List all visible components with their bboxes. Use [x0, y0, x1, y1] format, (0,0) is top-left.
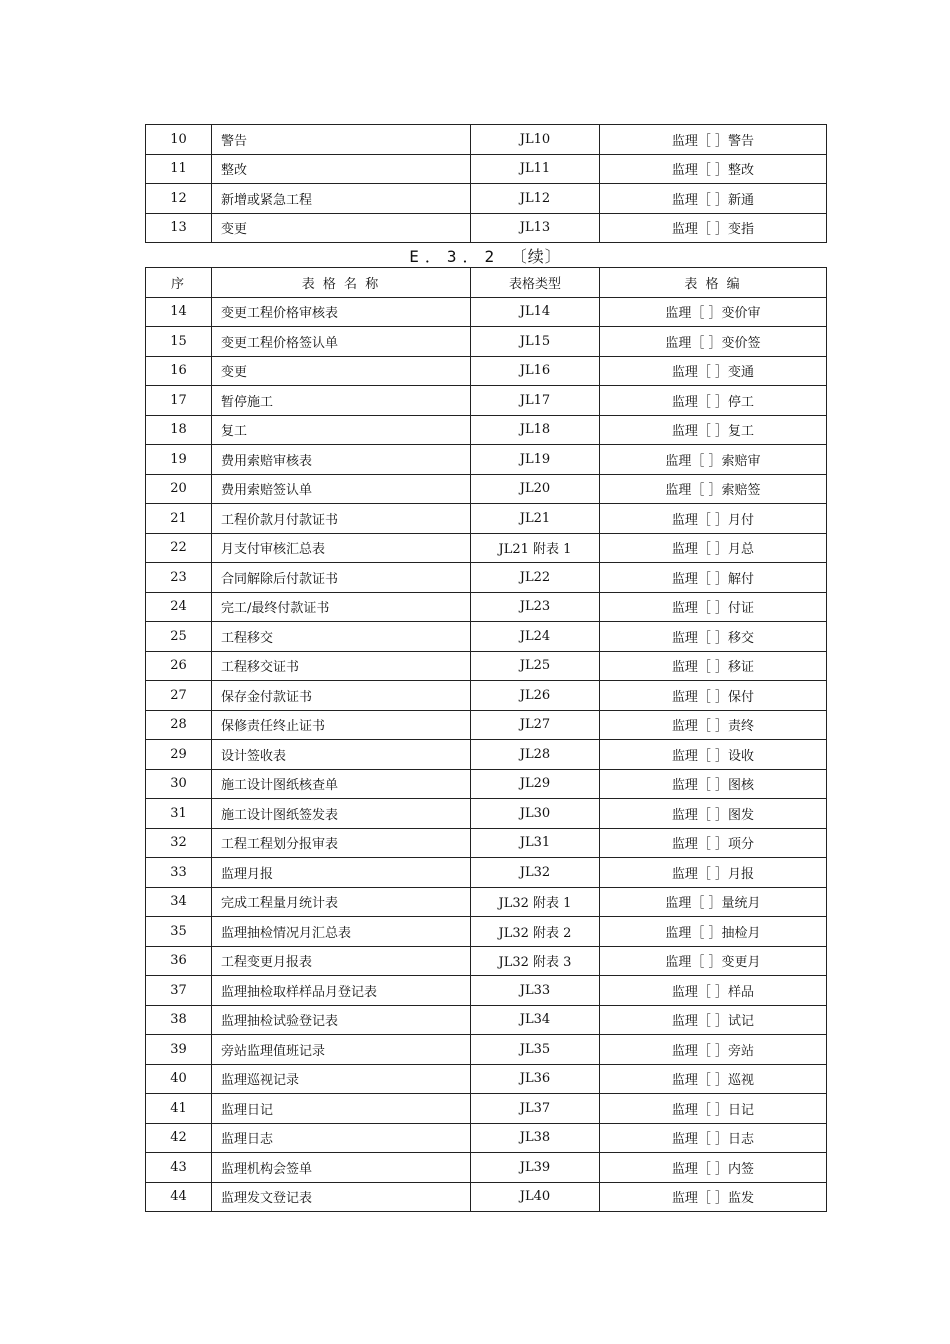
table-header-row [146, 268, 827, 298]
row-form-name: 工程移交 [212, 622, 471, 652]
table-row [146, 504, 827, 534]
row-form-type: JL11 [471, 154, 600, 184]
row-form-code: 监理［ ］变价审 [600, 297, 827, 327]
row-form-code: 监理［ ］监发 [600, 1182, 827, 1212]
row-form-name: 监理日记 [212, 1094, 471, 1124]
row-number: 15 [146, 327, 212, 357]
table-row [146, 1123, 827, 1153]
row-number: 17 [146, 386, 212, 416]
table-row [146, 976, 827, 1006]
row-form-type: JL14 [471, 297, 600, 327]
row-number: 25 [146, 622, 212, 652]
table-row [146, 917, 827, 947]
table-row [146, 828, 827, 858]
header-name: 表 格 名 称 [212, 268, 471, 298]
row-number: 16 [146, 356, 212, 386]
row-form-code: 监理［ ］日志 [600, 1123, 827, 1153]
row-number: 31 [146, 799, 212, 829]
table-row [146, 1182, 827, 1212]
row-number: 35 [146, 917, 212, 947]
row-form-name: 旁站监理值班记录 [212, 1035, 471, 1065]
row-form-code: 监理［ ］旁站 [600, 1035, 827, 1065]
row-form-type: JL29 [471, 769, 600, 799]
row-form-name: 监理机构会签单 [212, 1153, 471, 1183]
table-row [146, 125, 827, 155]
table-row [146, 1064, 827, 1094]
row-form-type: JL15 [471, 327, 600, 357]
table-row [146, 533, 827, 563]
row-form-name: 监理抽检情况月汇总表 [212, 917, 471, 947]
row-form-name: 警告 [212, 125, 471, 155]
row-form-name: 变更 [212, 356, 471, 386]
table-row [146, 710, 827, 740]
row-number: 29 [146, 740, 212, 770]
row-number: 33 [146, 858, 212, 888]
row-form-type: JL34 [471, 1005, 600, 1035]
table-row [146, 1153, 827, 1183]
row-form-type: JL37 [471, 1094, 600, 1124]
table-row [146, 887, 827, 917]
row-form-code: 监理［ ］内签 [600, 1153, 827, 1183]
row-form-type: JL17 [471, 386, 600, 416]
row-number: 12 [146, 184, 212, 214]
row-number: 36 [146, 946, 212, 976]
table-row [146, 474, 827, 504]
row-form-type: JL25 [471, 651, 600, 681]
table-row [146, 651, 827, 681]
row-form-code: 监理［ ］复工 [600, 415, 827, 445]
row-form-code: 监理［ ］保付 [600, 681, 827, 711]
table-row [146, 1035, 827, 1065]
table-row [146, 445, 827, 475]
row-number: 22 [146, 533, 212, 563]
header-type: 表格类型 [471, 268, 600, 298]
table-row [146, 799, 827, 829]
row-form-code: 监理［ ］月报 [600, 858, 827, 888]
row-number: 18 [146, 415, 212, 445]
row-form-name: 监理发文登记表 [212, 1182, 471, 1212]
row-form-type: JL35 [471, 1035, 600, 1065]
row-number: 24 [146, 592, 212, 622]
row-number: 41 [146, 1094, 212, 1124]
row-form-name: 费用索赔签认单 [212, 474, 471, 504]
table-row [146, 415, 827, 445]
row-form-code: 监理［ ］变更月 [600, 946, 827, 976]
row-form-name: 整改 [212, 154, 471, 184]
row-number: 43 [146, 1153, 212, 1183]
row-number: 44 [146, 1182, 212, 1212]
row-form-name: 变更工程价格审核表 [212, 297, 471, 327]
row-form-type: JL30 [471, 799, 600, 829]
row-number: 23 [146, 563, 212, 593]
row-form-code: 监理［ ］抽检月 [600, 917, 827, 947]
table-row [146, 592, 827, 622]
table-main-body [146, 268, 827, 1212]
row-form-type: JL28 [471, 740, 600, 770]
table-row [146, 946, 827, 976]
row-form-code: 监理［ ］项分 [600, 828, 827, 858]
row-form-code: 监理［ ］变指 [600, 213, 827, 243]
row-form-type: JL23 [471, 592, 600, 622]
row-form-name: 完成工程量月统计表 [212, 887, 471, 917]
row-form-name: 完工/最终付款证书 [212, 592, 471, 622]
row-form-code: 监理［ ］索赔签 [600, 474, 827, 504]
row-form-name: 复工 [212, 415, 471, 445]
row-form-name: 施工设计图纸核查单 [212, 769, 471, 799]
row-form-name: 监理巡视记录 [212, 1064, 471, 1094]
row-number: 30 [146, 769, 212, 799]
row-form-name: 费用索赔审核表 [212, 445, 471, 475]
row-form-code: 监理［ ］警告 [600, 125, 827, 155]
table-row [146, 356, 827, 386]
row-form-name: 月支付审核汇总表 [212, 533, 471, 563]
row-number: 40 [146, 1064, 212, 1094]
row-form-type: JL24 [471, 622, 600, 652]
row-form-name: 变更工程价格签认单 [212, 327, 471, 357]
row-form-type: JL13 [471, 213, 600, 243]
row-number: 38 [146, 1005, 212, 1035]
row-form-code: 监理［ ］试记 [600, 1005, 827, 1035]
row-number: 10 [146, 125, 212, 155]
row-form-type: JL33 [471, 976, 600, 1006]
row-form-type: JL39 [471, 1153, 600, 1183]
row-number: 42 [146, 1123, 212, 1153]
table-row [146, 154, 827, 184]
row-form-type: JL27 [471, 710, 600, 740]
row-form-type: JL19 [471, 445, 600, 475]
row-form-type: JL10 [471, 125, 600, 155]
row-number: 37 [146, 976, 212, 1006]
row-number: 11 [146, 154, 212, 184]
row-number: 14 [146, 297, 212, 327]
row-form-code: 监理［ ］移证 [600, 651, 827, 681]
table-row [146, 327, 827, 357]
row-form-code: 监理［ ］图发 [600, 799, 827, 829]
row-number: 19 [146, 445, 212, 475]
row-form-code: 监理［ ］巡视 [600, 1064, 827, 1094]
row-form-code: 监理［ ］付证 [600, 592, 827, 622]
row-form-name: 施工设计图纸签发表 [212, 799, 471, 829]
row-number: 32 [146, 828, 212, 858]
row-form-type: JL21 [471, 504, 600, 534]
row-form-name: 工程变更月报表 [212, 946, 471, 976]
row-form-type: JL32 附表 1 [471, 887, 600, 917]
row-form-type: JL22 [471, 563, 600, 593]
row-form-name: 合同解除后付款证书 [212, 563, 471, 593]
row-form-code: 监理［ ］变价签 [600, 327, 827, 357]
table-row [146, 681, 827, 711]
row-form-code: 监理［ ］样品 [600, 976, 827, 1006]
table-row [146, 769, 827, 799]
table-row [146, 1005, 827, 1035]
row-form-name: 工程移交证书 [212, 651, 471, 681]
row-number: 27 [146, 681, 212, 711]
row-form-code: 监理［ ］量统月 [600, 887, 827, 917]
row-form-code: 监理［ ］设收 [600, 740, 827, 770]
row-form-name: 工程工程划分报审表 [212, 828, 471, 858]
header-no: 序 [146, 268, 212, 298]
row-form-type: JL38 [471, 1123, 600, 1153]
row-form-code: 监理［ ］解付 [600, 563, 827, 593]
row-form-code: 监理［ ］变通 [600, 356, 827, 386]
row-form-type: JL40 [471, 1182, 600, 1212]
caption-continued: 〔续〕 [510, 247, 562, 266]
row-number: 21 [146, 504, 212, 534]
row-form-type: JL18 [471, 415, 600, 445]
row-form-type: JL31 [471, 828, 600, 858]
row-form-name: 监理月报 [212, 858, 471, 888]
row-form-code: 监理［ ］责终 [600, 710, 827, 740]
row-form-name: 工程价款月付款证书 [212, 504, 471, 534]
row-form-name: 保修责任终止证书 [212, 710, 471, 740]
caption-title: E．3．2 [409, 247, 501, 266]
row-form-type: JL20 [471, 474, 600, 504]
table-row [146, 858, 827, 888]
row-number: 34 [146, 887, 212, 917]
table-row [146, 184, 827, 214]
row-form-type: JL21 附表 1 [471, 533, 600, 563]
table-row [146, 740, 827, 770]
row-form-code: 监理［ ］月总 [600, 533, 827, 563]
row-form-name: 监理抽检取样样品月登记表 [212, 976, 471, 1006]
row-form-name: 变更 [212, 213, 471, 243]
row-form-type: JL32 附表 2 [471, 917, 600, 947]
row-form-code: 监理［ ］日记 [600, 1094, 827, 1124]
row-form-type: JL36 [471, 1064, 600, 1094]
table-row [146, 213, 827, 243]
row-form-code: 监理［ ］图核 [600, 769, 827, 799]
row-number: 26 [146, 651, 212, 681]
row-form-name: 保存金付款证书 [212, 681, 471, 711]
row-number: 28 [146, 710, 212, 740]
header-code: 表 格 编 [600, 268, 827, 298]
row-form-code: 监理［ ］整改 [600, 154, 827, 184]
row-form-code: 监理［ ］月付 [600, 504, 827, 534]
row-number: 39 [146, 1035, 212, 1065]
row-form-type: JL32 [471, 858, 600, 888]
table-row [146, 563, 827, 593]
row-form-name: 设计签收表 [212, 740, 471, 770]
row-form-code: 监理［ ］移交 [600, 622, 827, 652]
row-form-name: 监理日志 [212, 1123, 471, 1153]
table-top-body [146, 125, 827, 243]
table-row [146, 386, 827, 416]
row-form-code: 监理［ ］索赔审 [600, 445, 827, 475]
form-table-top [145, 124, 827, 243]
row-number: 20 [146, 474, 212, 504]
row-form-name: 暂停施工 [212, 386, 471, 416]
form-table-main [145, 267, 827, 1212]
row-form-code: 监理［ ］停工 [600, 386, 827, 416]
row-number: 13 [146, 213, 212, 243]
table-row [146, 297, 827, 327]
row-form-type: JL12 [471, 184, 600, 214]
table-row [146, 1094, 827, 1124]
row-form-code: 监理［ ］新通 [600, 184, 827, 214]
table-caption [145, 244, 826, 267]
row-form-type: JL32 附表 3 [471, 946, 600, 976]
table-row [146, 622, 827, 652]
row-form-name: 新增或紧急工程 [212, 184, 471, 214]
row-form-name: 监理抽检试验登记表 [212, 1005, 471, 1035]
row-form-type: JL16 [471, 356, 600, 386]
row-form-type: JL26 [471, 681, 600, 711]
